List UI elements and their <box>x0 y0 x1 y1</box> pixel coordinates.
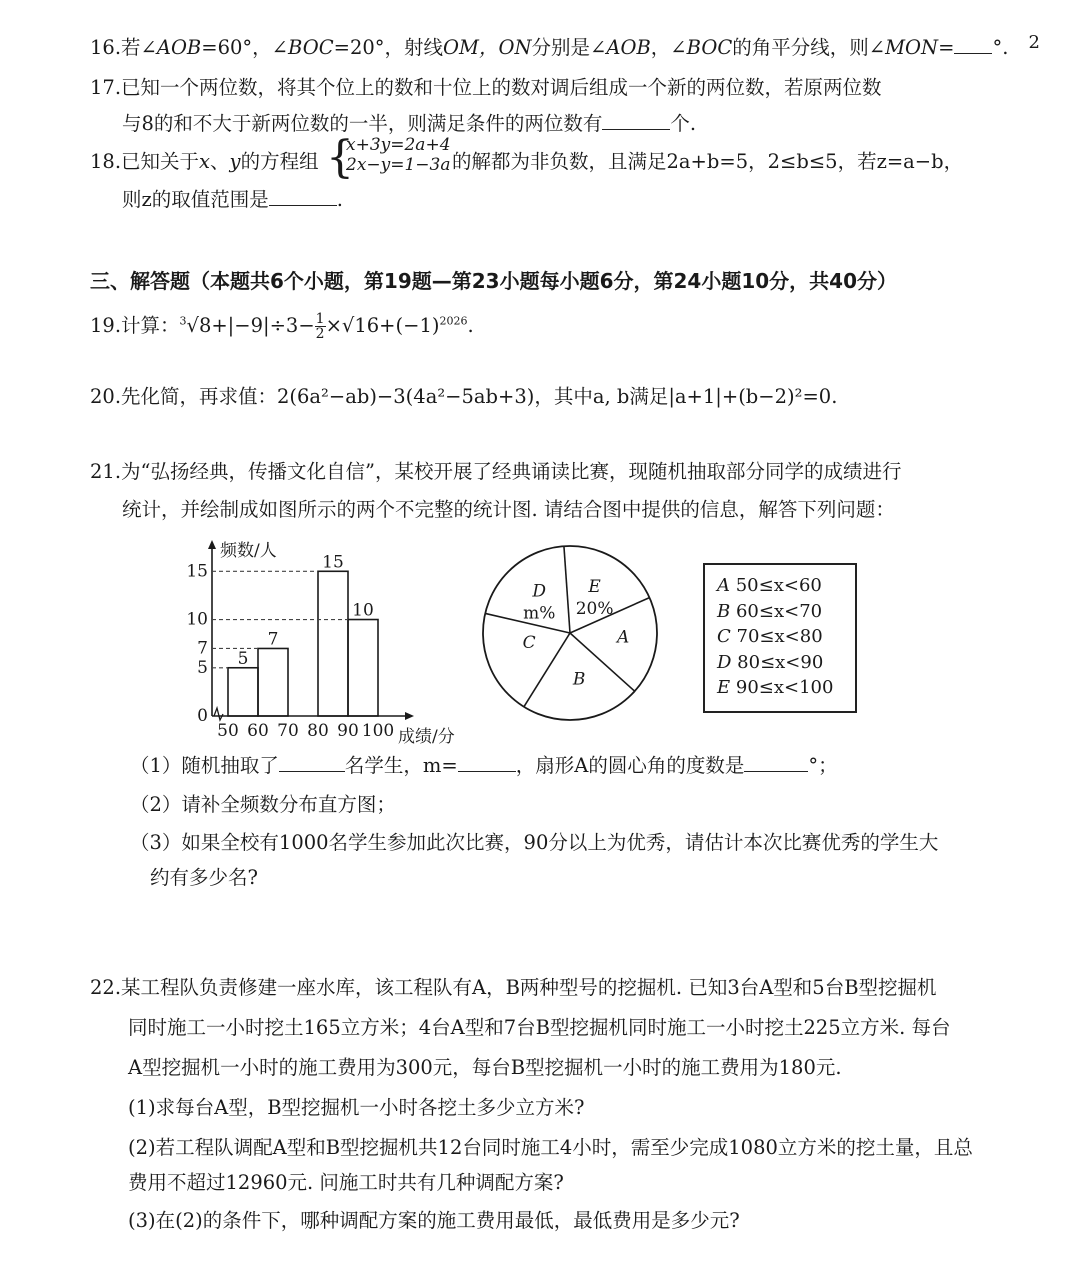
question-22-line3: A型挖掘机一小时的施工费用为300元，每台B型挖掘机一小时的施工费用为180元. <box>128 1056 842 1079</box>
pie-slice-label: A <box>616 627 630 648</box>
x-axis-arrow <box>405 712 414 720</box>
y-tick-label: 5 <box>197 657 208 678</box>
bar-data-label: 7 <box>267 629 279 650</box>
question-22-line1: 22.某工程队负责修建一座水库，该工程队有A，B两种型号的挖掘机. 已知3台A型和5台B型挖掘机 <box>90 976 937 999</box>
page-number: 2 <box>1028 32 1040 53</box>
x-tick-label: 50 <box>217 721 239 741</box>
equation-system <box>346 136 451 175</box>
question-16: 16.若∠AOB=60°，∠BOC=20°，射线OM，ON分别是∠AOB，∠BOC的角平分线，则∠MON= °. <box>90 36 1009 59</box>
y-tick-label: 0 <box>197 706 208 726</box>
histogram-bar <box>258 648 288 716</box>
x-tick-label: 60 <box>247 721 269 741</box>
question-18-condition: 的解都为非负数，且满足2a+b=5，2≤b≤5，若z=a−b， <box>452 150 964 173</box>
pie-chart <box>478 538 668 728</box>
pie-slice-label: D <box>532 581 547 602</box>
x-axis-label: 成绩/分 <box>398 727 455 747</box>
question-21-sub3-line1: （3）如果全校有1000名学生参加此次比赛，90分以上为优秀，请估计本次比赛优秀的学生大 <box>130 831 939 854</box>
y-axis-label: 频数/人 <box>220 541 277 561</box>
x-tick-label: 90 <box>337 721 359 741</box>
answer-blank <box>279 770 345 772</box>
pie-slice-label: E <box>588 576 601 597</box>
pie-slice-label: C <box>522 632 536 653</box>
legend-row: A 50≤x<60 <box>717 575 822 596</box>
pie-slice-percent: 20% <box>575 598 614 619</box>
question-21-sub2: （2）请补全频数分布直方图； <box>130 793 396 816</box>
bar-data-label: 10 <box>352 600 374 621</box>
pie-slice-percent: m% <box>523 603 556 624</box>
answer-blank <box>744 770 808 772</box>
question-22-sub2-line2: 费用不超过12960元. 问施工时共有几种调配方案? <box>128 1171 564 1194</box>
question-17-line1: 17.已知一个两位数，将其个位上的数和十位上的数对调后组成一个新的两位数，若原两位数 <box>90 76 882 99</box>
question-21-line1: 21.为“弘扬经典，传播文化自信”，某校开展了经典诵读比赛，现随机抽取部分同学的成绩进行 <box>90 460 902 483</box>
brace-icon: { <box>326 132 354 183</box>
axis-break-mark <box>214 708 223 720</box>
legend-row: C 70≤x<80 <box>717 626 823 647</box>
equation-1: x+3y=2a+4 <box>346 135 451 155</box>
x-tick-label: 80 <box>307 721 329 741</box>
histogram-bar <box>318 571 348 716</box>
legend-row: E 90≤x<100 <box>717 677 834 698</box>
question-18-line2: 则z的取值范围是 . <box>122 188 343 211</box>
y-tick-label: 15 <box>186 561 208 582</box>
answer-blank <box>269 204 337 206</box>
question-19: 19.计算：$^3$√8+|−9|÷3− $\frac{1}{2}$ $\times√16+(-1)^{2026}$. <box>90 311 474 342</box>
grade-range-legend <box>703 563 857 713</box>
histogram-bar <box>228 668 258 716</box>
answer-blank <box>954 52 992 54</box>
question-21-sub1: （1）随机抽取了 名学生，m= ，扇形A的圆心角的度数是 °； <box>130 754 838 777</box>
x-tick-label: 70 <box>277 721 299 741</box>
bar-data-label: 15 <box>322 552 344 573</box>
fraction: $\frac{1}{2}$ <box>315 311 325 342</box>
pie-slice-label: B <box>572 669 586 690</box>
y-tick-label: 7 <box>197 638 208 659</box>
question-22-line2: 同时施工一小时挖土165立方米；4台A型和7台B型挖掘机同时施工一小时挖土225立方米. 每台 <box>128 1016 951 1039</box>
section-heading: 三、解答题（本题共6个小题，第19题—第23小题每小题6分，第24小题10分，共40分） <box>90 269 897 293</box>
question-22-sub3: (3)在(2)的条件下，哪种调配方案的施工费用最低，最低费用是多少元? <box>128 1209 740 1232</box>
y-axis-arrow <box>208 540 216 549</box>
question-18-line1: 18.已知关于x、y的方程组 <box>90 150 319 173</box>
x-tick-label: 100 <box>361 721 395 741</box>
pie-slice-boundary <box>564 546 570 633</box>
question-21-sub3-line2: 约有多少名? <box>150 866 258 889</box>
histogram-bar <box>348 620 378 716</box>
question-22-sub1: (1)求每台A型，B型挖掘机一小时各挖土多少立方米? <box>128 1096 585 1119</box>
question-21-line2: 统计，并绘制成如图所示的两个不完整的统计图. 请结合图中提供的信息，解答下列问题： <box>122 498 895 521</box>
answer-blank <box>458 770 516 772</box>
legend-row: B 60≤x<70 <box>717 600 823 622</box>
y-tick-label: 10 <box>186 609 208 630</box>
answer-blank <box>602 128 670 130</box>
histogram-chart <box>170 538 480 748</box>
question-22-sub2-line1: (2)若工程队调配A型和B型挖掘机共12台同时施工4小时，需至少完成1080立方米的挖土量，且总 <box>128 1136 973 1159</box>
equation-2: 2x−y=1−3a <box>346 154 451 175</box>
legend-row: D 80≤x<90 <box>717 651 824 673</box>
question-20: 20.先化简，再求值：2(6a²−ab)−3(4a²−5ab+3)，其中a, b满足|a+1|+(b−2)²=0. <box>90 385 838 408</box>
bar-data-label: 5 <box>237 648 249 669</box>
question-17-line2: 与8的和不大于新两位数的一半，则满足条件的两位数有 个. <box>122 112 697 135</box>
